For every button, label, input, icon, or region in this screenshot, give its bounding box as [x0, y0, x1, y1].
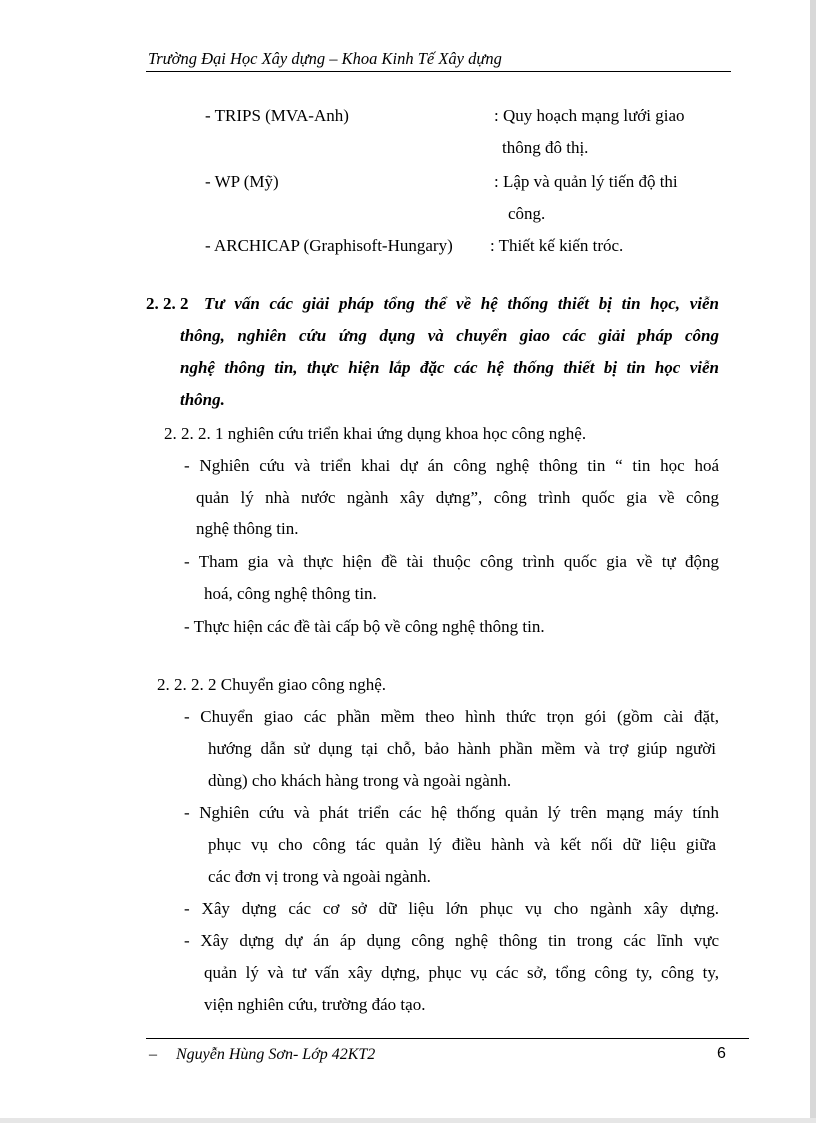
section-title-line: thông, nghiên cứu ứng dụng và chuyển giao các giải pháp công — [180, 326, 719, 345]
software-desc-cont: công. — [508, 204, 546, 223]
footer-author: Nguyễn Hùng Sơn- Lớp 42KT2 — [176, 1046, 376, 1063]
bullet-line: nghệ thông tin. — [196, 519, 299, 538]
software-desc: : Lập và quản lý tiến độ thi — [494, 172, 678, 191]
software-name: - TRIPS (MVA-Anh) — [205, 106, 349, 125]
bullet-line: - Nghiên cứu và phát triển các hệ thống quản lý trên mạng máy tính — [184, 803, 719, 822]
bullet-line: viện nghiên cứu, trường đáo tạo. — [204, 995, 426, 1014]
footer-rule — [146, 1038, 749, 1039]
page-shadow-right — [810, 0, 816, 1123]
bullet-line: - Tham gia và thực hiện đề tài thuộc công trình quốc gia về tự động — [184, 552, 719, 571]
header-rule — [146, 71, 731, 72]
bullet-line: hoá, công nghệ thông tin. — [204, 584, 377, 603]
subsection-heading: 2. 2. 2. 2 Chuyển giao công nghệ. — [157, 675, 386, 694]
subsection-heading: 2. 2. 2. 1 nghiên cứu triển khai ứng dụng khoa học công nghệ. — [164, 424, 587, 443]
software-desc: : Thiết kế kiến tróc. — [490, 236, 624, 255]
page-number: 6 — [717, 1045, 726, 1062]
bullet-line: quản lý và tư vấn xây dựng, phục vụ các sở, tổng công ty, công ty, — [204, 963, 719, 982]
section-title-line: thông. — [180, 390, 225, 409]
software-desc-cont: thông đô thị. — [502, 138, 589, 157]
bullet-line: dùng) cho khách hàng trong và ngoài ngành. — [208, 771, 512, 790]
page-shadow-bottom — [0, 1118, 816, 1123]
bullet-line: - Chuyển giao các phần mềm theo hình thức trọn gói (gồm cài đặt, — [184, 707, 719, 726]
running-header: Trường Đại Học Xây dựng – Khoa Kinh Tế Xây dựng — [148, 49, 502, 68]
software-name: - WP (Mỹ) — [205, 172, 279, 191]
bullet-line: hướng dẫn sử dụng tại chỗ, bảo hành phần mềm và trợ giúp người — [208, 739, 716, 758]
bullet-line: quản lý nhà nước ngành xây dựng”, công trình quốc gia về công — [196, 488, 719, 507]
section-number: 2. 2. 2 — [146, 294, 189, 313]
section-title-line: Tư vấn các giải pháp tổng thể về hệ thống thiết bị tin học, viễn — [204, 294, 719, 313]
bullet-line: các đơn vị trong và ngoài ngành. — [208, 867, 431, 886]
footer-dash: – — [149, 1046, 157, 1063]
section-title-line: nghệ thông tin, thực hiện lắp đặc các hệ thống thiết bị tin học viễn — [180, 358, 719, 377]
software-desc: : Quy hoạch mạng lưới giao — [494, 106, 685, 125]
bullet-line: - Xây dựng các cơ sở dữ liệu lớn phục vụ cho ngành xây dựng. — [184, 899, 719, 918]
bullet-line: - Xây dựng dự án áp dụng công nghệ thông tin trong các lĩnh vực — [184, 931, 719, 950]
bullet-line: - Nghiên cứu và triển khai dự án công nghệ thông tin “ tin học hoá — [184, 456, 719, 475]
bullet-line: - Thực hiện các đề tài cấp bộ về công nghệ thông tin. — [184, 617, 545, 636]
bullet-line: phục vụ cho công tác quản lý điều hành và kết nối dữ liệu giữa — [208, 835, 716, 854]
software-name: - ARCHICAP (Graphisoft-Hungary) — [205, 236, 453, 255]
